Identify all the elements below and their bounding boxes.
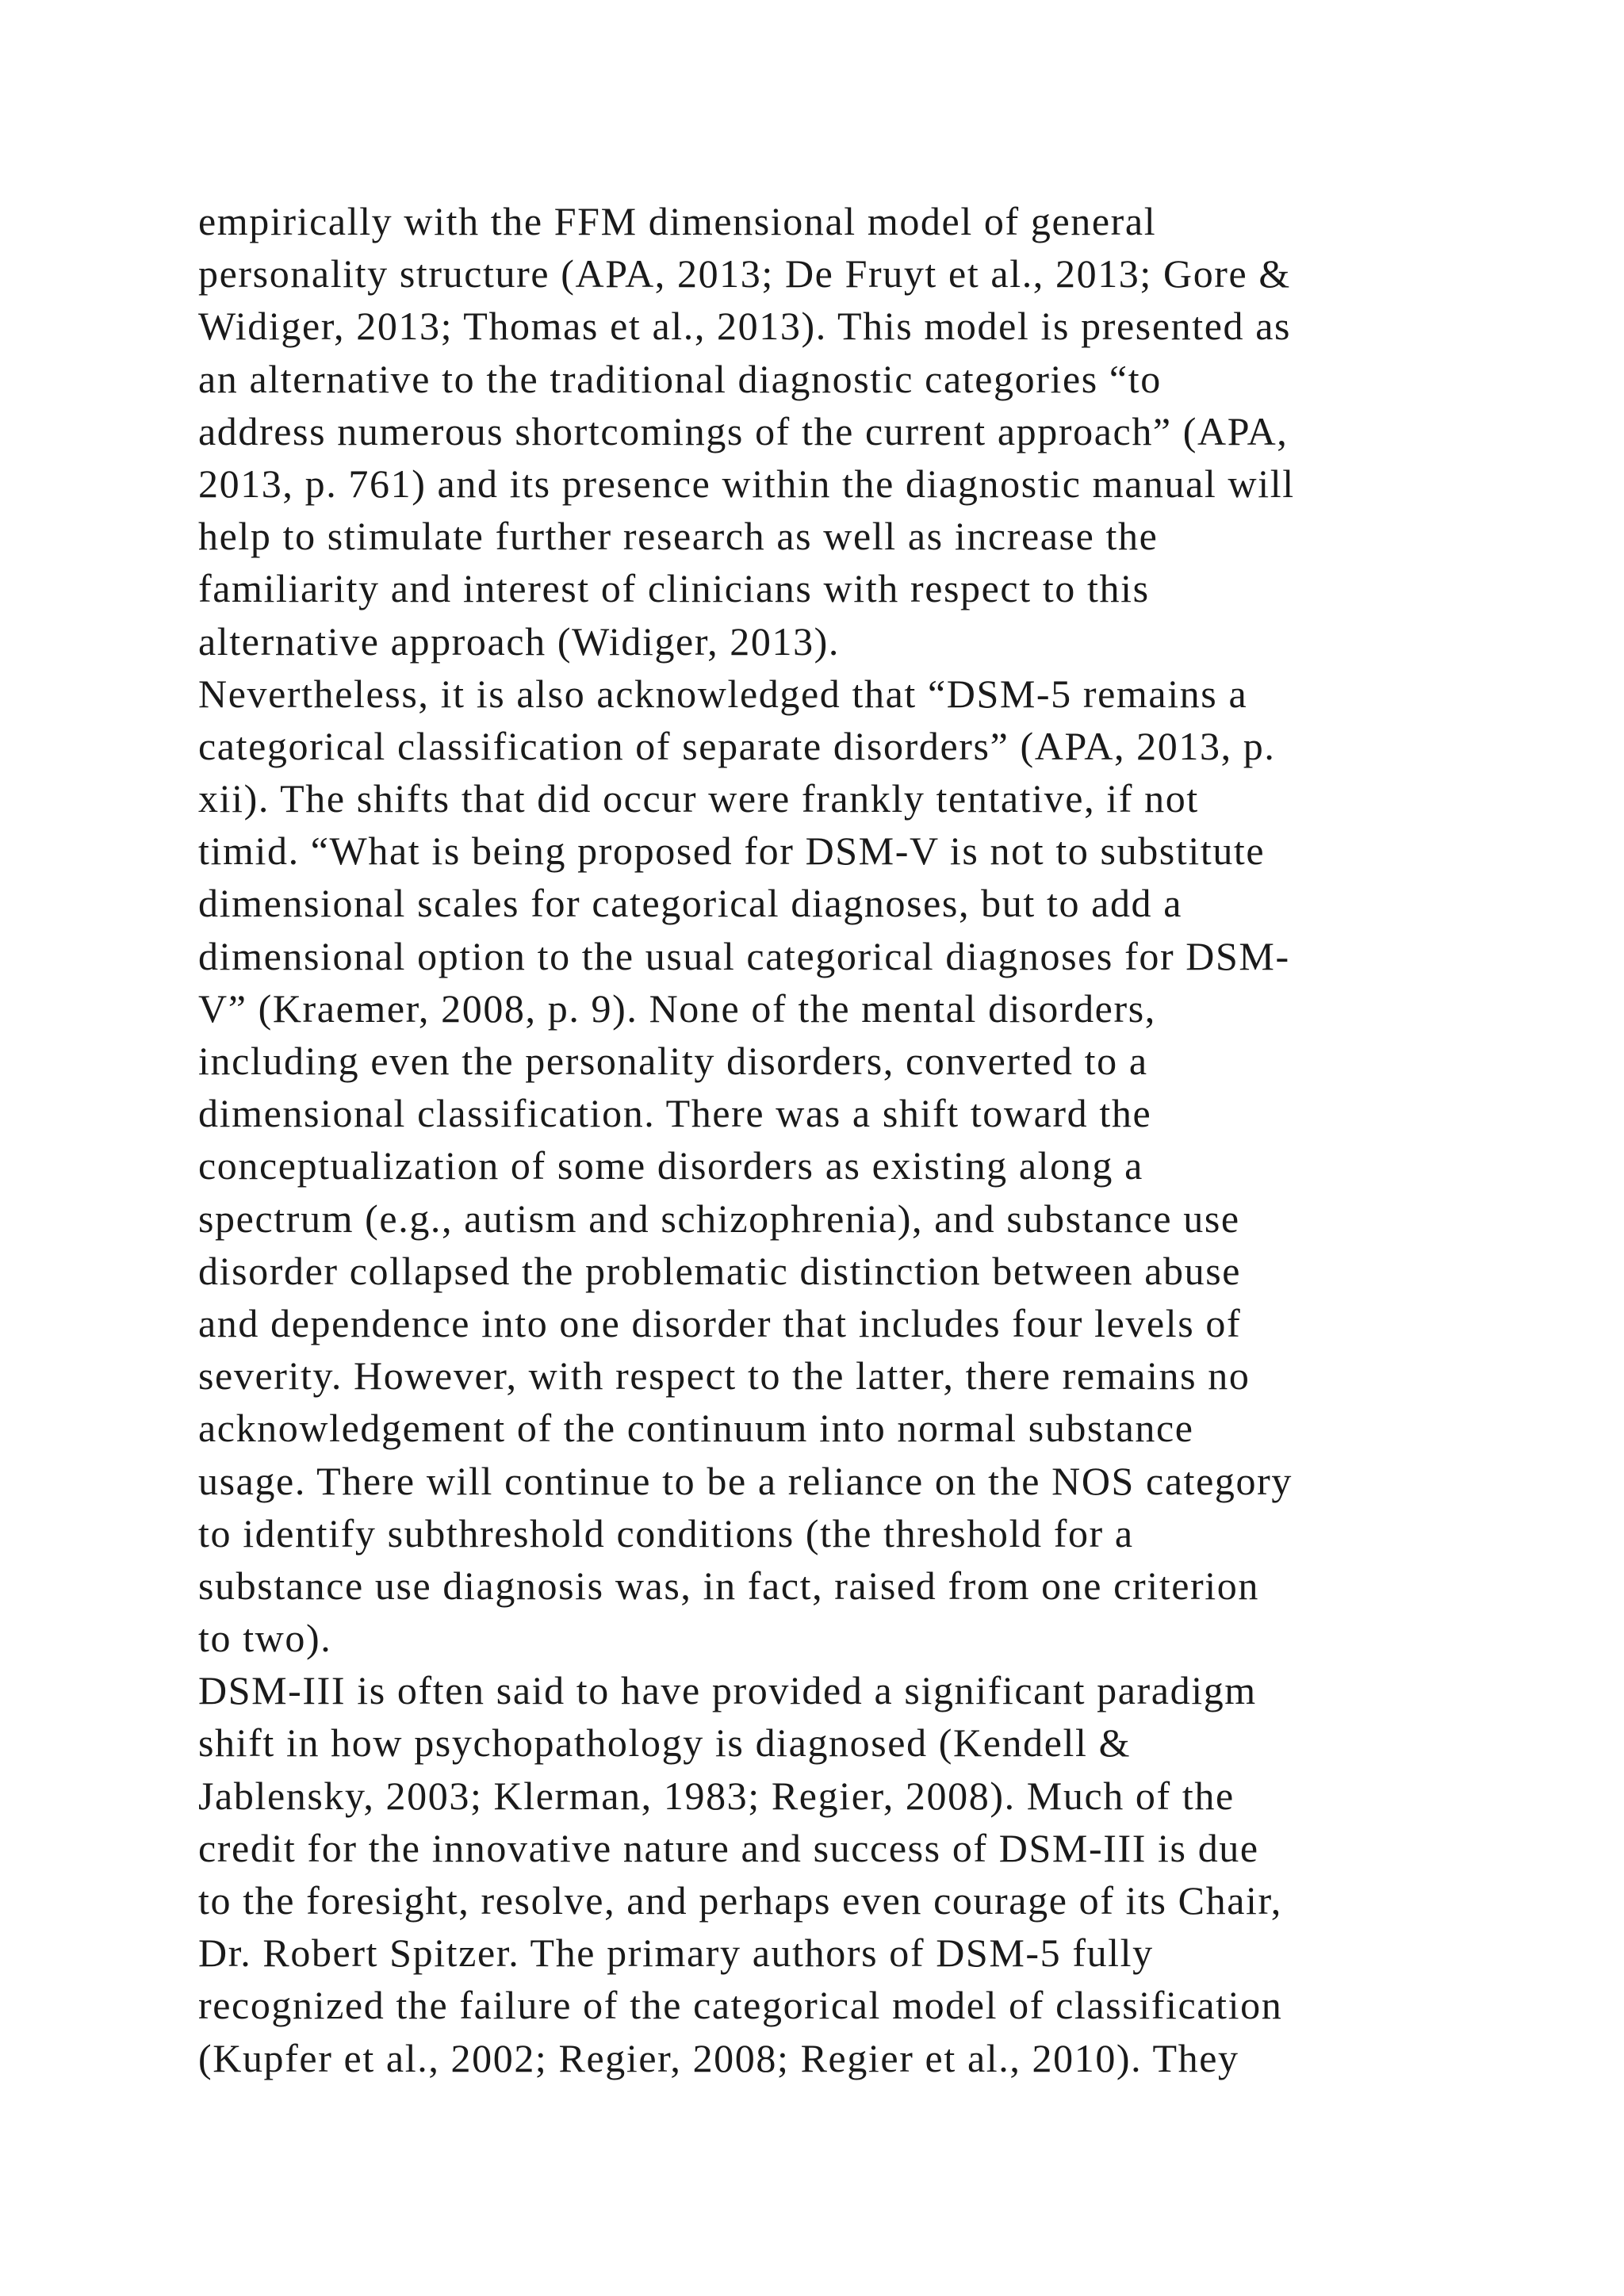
text-line: an alternative to the traditional diagnostic categories “to	[198, 356, 1162, 401]
body-text	[198, 195, 1499, 2084]
text-line: dimensional classification. There was a shift toward the	[198, 1091, 1152, 1136]
text-line: to the foresight, resolve, and perhaps even courage of its Chair,	[198, 1878, 1282, 1923]
text-line: alternative approach (Widiger, 2013).	[198, 618, 841, 664]
text-line: dimensional scales for categorical diagnoses, but to add a	[198, 881, 1183, 926]
text-line: shift in how psychopathology is diagnosed (Kendell &	[198, 1720, 1132, 1766]
text-line: Widiger, 2013; Thomas et al., 2013). This model is presented as	[198, 304, 1292, 349]
text-line: V” (Kraemer, 2008, p. 9). None of the mental disorders,	[198, 985, 1156, 1031]
text-line: to identify subthreshold conditions (the threshold for a	[198, 1510, 1134, 1556]
text-line: Dr. Robert Spitzer. The primary authors of DSM-5 fully	[198, 1931, 1154, 1976]
text-line: including even the personality disorders, converted to a	[198, 1039, 1148, 1083]
text-line: dimensional option to the usual categorical diagnoses for DSM-	[198, 933, 1290, 978]
text-line: acknowledgement of the continuum into normal substance	[198, 1406, 1194, 1451]
text-line: and dependence into one disorder that includes four levels of	[198, 1300, 1242, 1345]
text-line: address numerous shortcomings of the current approach” (APA,	[198, 408, 1289, 453]
text-line: timid. “What is being proposed for DSM-V is not to substitute	[198, 828, 1266, 874]
text-line: disorder collapsed the problematic distinction between abuse	[198, 1248, 1242, 1293]
text-line: Jablensky, 2003; Klerman, 1983; Regier, 2008). Much of the	[198, 1773, 1235, 1818]
text-line: help to stimulate further research as well as increase the	[198, 514, 1159, 559]
text-line: recognized the failure of the categorical model of classification	[198, 1983, 1283, 2028]
text-line: credit for the innovative nature and success of DSM-III is due	[198, 1825, 1259, 1870]
text-line: substance use diagnosis was, in fact, raised from one criterion	[198, 1563, 1259, 1608]
text-line: familiarity and interest of clinicians with respect to this	[198, 566, 1150, 611]
text-line: usage. There will continue to be a reliance on the NOS category	[198, 1458, 1293, 1503]
text-line: 2013, p. 761) and its presence within the diagnostic manual will	[198, 461, 1295, 506]
text-line: DSM-III is often said to have provided a significant paradigm	[198, 1668, 1257, 1713]
text-line: empirically with the FFM dimensional model of general	[198, 199, 1157, 243]
text-line: (Kupfer et al., 2002; Regier, 2008; Regier et al., 2010). They	[198, 2035, 1239, 2080]
text-line: xii). The shifts that did occur were frankly tentative, if not	[198, 776, 1199, 821]
text-line: spectrum (e.g., autism and schizophrenia), and substance use	[198, 1196, 1240, 1241]
text-line: personality structure (APA, 2013; De Fruyt et al., 2013; Gore &	[198, 251, 1291, 297]
text-line: severity. However, with respect to the latter, there remains no	[198, 1353, 1251, 1399]
text-line: Nevertheless, it is also acknowledged that “DSM-5 remains a	[198, 671, 1248, 716]
text-line: conceptualization of some disorders as existing along a	[198, 1143, 1143, 1188]
text-line: to two).	[198, 1616, 332, 1661]
text-line: categorical classification of separate disorders” (APA, 2013, p.	[198, 723, 1276, 768]
